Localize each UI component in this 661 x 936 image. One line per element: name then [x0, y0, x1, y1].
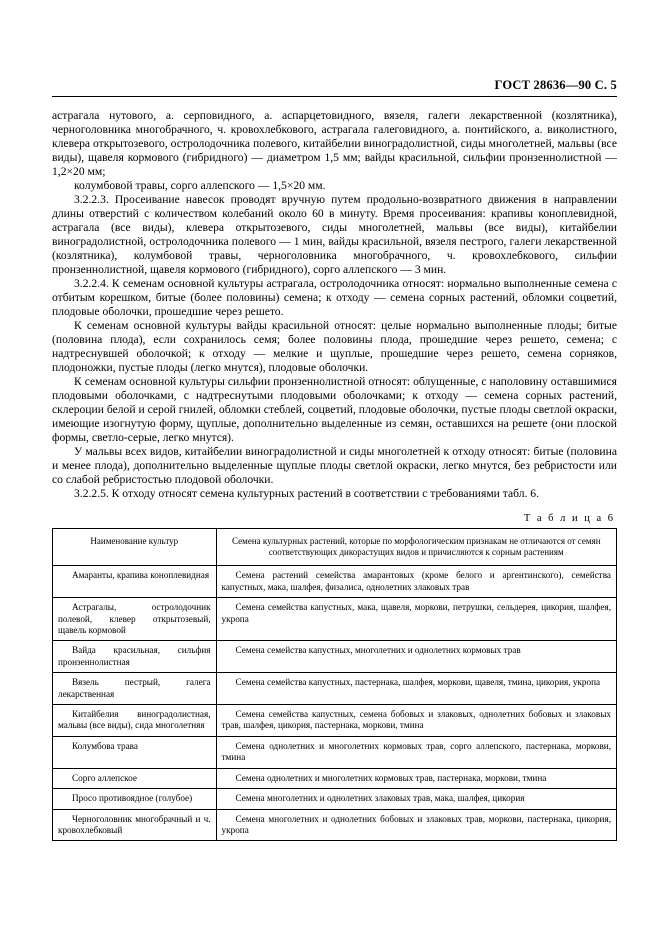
cell-culture-text: Черноголовник многобрачный и ч. кровохлебковый — [58, 813, 211, 835]
cell-seeds: Семена многолетних и однолетних злаковых трав, мака, шалфея, цикория — [216, 789, 616, 809]
cell-culture-text: Китайбелия виноградолистная, мальвы (все виды), сида многолетняя — [58, 709, 211, 731]
table-body — [53, 566, 617, 841]
cell-seeds: Семена семейства капустных, мака, щавеля, моркови, петрушки, сельдерея, цикория, шалфея, укропа — [216, 598, 616, 641]
cell-culture — [53, 768, 217, 788]
paragraph-7: 3.2.2.5. К отходу относят семена культурных растений в соответствии с требованиями табл. 6. — [74, 487, 539, 500]
table-row — [53, 809, 617, 841]
table-row — [53, 598, 617, 641]
table-head — [53, 529, 617, 566]
header-rule — [52, 96, 617, 97]
cell-seeds: Семена растений семейства амарантовых (кроме белого и аргентинского), семейства капустных, мака, шалфея, физалиса, однолетних злаковых трав — [216, 566, 616, 598]
paragraph-1: колумбовой травы, сорго аллепского — 1,5×20 мм. — [74, 179, 326, 192]
table-header-row — [53, 529, 617, 566]
paragraph-6: У мальвы всех видов, китайбелии виноградолистной и сиды многолетней к отходу относят: битые (половина и менее плода), дополнительно выделенные щуплые плоды светлой окраски, легко мнутся, без ребристости или со слабой ребристостью плодовой оболочки. — [52, 445, 617, 486]
culture-seeds-table — [52, 528, 617, 841]
cell-seeds: Семена многолетних и однолетних бобовых и злаковых трав, моркови, пастернака, цикория, укропа — [216, 809, 616, 841]
paragraph-3: 3.2.2.4. К семенам основной культуры астрагала, остролодочника относят: нормально выполненные семена с отбитым корешком, битые (более половины) семена; к отходу — семена сорных растений, обломки соцветий, плодовые оболочки, прошедшие через решето. — [52, 277, 617, 318]
body-text — [52, 109, 617, 501]
table-header-seeds: Семена культурных растений, которые по морфологическим признакам не отличаются от семян соответствующих дикорастущих видов и причисляются к сорным растениям — [216, 529, 616, 566]
paragraph-4: К семенам основной культуры вайды красильной относят: целые нормально выполненные плоды; битые (половина плода), если сохранилось семя; более половины плода, прошедшие через решето, семена; с надтреснувшей оболочкой; к отходу — мелкие и щуплые, прошедшие через решето, семена сорняков, плодоножки, пустые плоды (легко мнутся), плодовые оболочки. — [52, 319, 617, 374]
table-row — [53, 673, 617, 705]
table-header-culture: Наименование культур — [53, 529, 217, 566]
table-row — [53, 641, 617, 673]
page-header: ГОСТ 28636—90 С. 5 — [494, 78, 617, 92]
paragraph-0: астрагала нутового, а. серповидного, а. аспарцетовидного, вязеля, галеги лекарственной (козлятника), черноголовника многобрачного, ч. кровохлебкового, астрагала галеговидного, а. понтийского, а. виколистного, клевера открытозевого, остролодочника полевого, китайбелии виноградолистной, сиды многолетней, мальвы (все виды), щавеля кормового (гибридного) — диаметром 1,5 мм; вайды красильной, сильфии пронзеннолистной — 1,2×20 мм; — [52, 109, 617, 178]
cell-culture — [53, 789, 217, 809]
cell-culture-text: Астрагалы, остролодочник полевой, клевер открытозевый, щавель кормовой — [58, 602, 211, 636]
cell-culture — [53, 673, 217, 705]
cell-culture-text: Вязель пестрый, галега лекарственная — [58, 677, 211, 699]
cell-seeds: Семена однолетних и многолетних кормовых трав, пастернака, моркови, тмина — [216, 768, 616, 788]
cell-culture — [53, 566, 217, 598]
cell-culture — [53, 598, 217, 641]
cell-culture-text: Просо противоядное (голубое) — [72, 793, 193, 804]
table-row — [53, 566, 617, 598]
cell-seeds: Семена семейства капустных, семена бобовых и злаковых, однолетних бобовых и злаковых трав, шалфея, цикория, пастернака, моркови, тмина — [216, 705, 616, 737]
cell-seeds: Семена семейства капустных, пастернака, шалфея, моркови, щавеля, тмина, цикория, укропа — [216, 673, 616, 705]
cell-culture — [53, 809, 217, 841]
cell-culture-text: Вайда красильная, сильфия пронзеннолистная — [58, 645, 211, 667]
paragraph-5: К семенам основной культуры сильфии пронзеннолистной относят: облущенные, с наполовину оставшимися плодовыми оболочками, с надтреснутыми плодовыми оболочками; к отходу — семена сорных растений, склероции белой и серой гнилей, обломки стеблей, соцветий, плодовые оболочки, пустые плоды светлой окраски, имеющие изогнутую форму, щуплые, дополнительно выделенные из семян, оставшихся на решете (они плоской формы, светло-серые, легко мнутся). — [52, 375, 617, 444]
paragraph-2: 3.2.2.3. Просеивание навесок проводят вручную путем продольно-возвратного движения в направлении длины отверстий с количеством колебаний около 60 в минуту. Время просеивания: крапивы коноплевидной, астрагала (все виды), клевера открытозевого, сиды многолетней, мальвы (все виды), китайбелии виноградолистной, остролодочника полевого — 1 мин, вайды красильной, вязеля пестрого, галеги лекарственной (козлятника), колумбовой травы, черноголовника многобрачного, ч. кровохлебкового, сильфии пронзеннолистной, щавеля кормового (гибридного), сорго аллепского — 3 мин. — [52, 193, 617, 276]
cell-culture-text: Амаранты, крапива коноплевидная — [72, 570, 210, 581]
table-row — [53, 768, 617, 788]
cell-culture — [53, 705, 217, 737]
table-row — [53, 736, 617, 768]
cell-culture — [53, 736, 217, 768]
table-caption: Т а б л и ц а 6 — [523, 513, 615, 524]
cell-seeds: Семена однолетних и многолетних кормовых трав, сорго аллепского, пастернака, моркови, тмина — [216, 736, 616, 768]
table-row — [53, 789, 617, 809]
cell-culture-text: Сорго аллепское — [72, 772, 137, 783]
cell-seeds: Семена семейства капустных, многолетних и однолетних кормовых трав — [216, 641, 616, 673]
cell-culture-text: Колумбова трава — [72, 740, 138, 751]
table-row — [53, 705, 617, 737]
cell-culture — [53, 641, 217, 673]
